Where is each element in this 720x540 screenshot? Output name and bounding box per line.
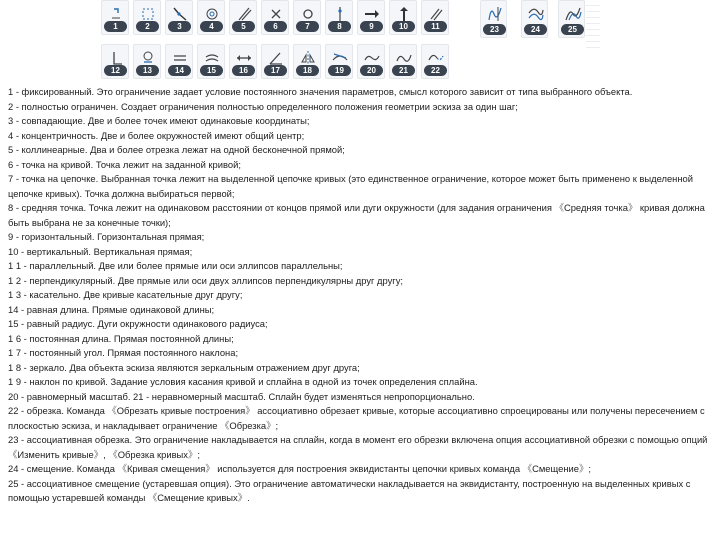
description-line: 23 - ассоциативная обрезка. Это ограничение накладывается на сплайн, когда в момент его обрезки включена опция ассоциативной обрезки с помощью опций 《Изменить кривые》, 《Обрезка кривых》;	[8, 434, 708, 460]
constraint-button-22[interactable]: 22	[421, 44, 449, 79]
constraint-button-9[interactable]: 9	[357, 0, 385, 35]
constraint-button-16[interactable]: 16	[229, 44, 257, 79]
constraint-button-24[interactable]: 24	[521, 0, 548, 38]
offset-icon	[526, 4, 546, 24]
constraint-button-19[interactable]: 19	[325, 44, 353, 79]
description-line: 1 - фиксированный. Это ограничение задает условие постоянного значения параметров, смысл которого зависит от типа выбранного объекта.	[8, 86, 633, 97]
description-line: 4 - концентричность. Две и более окружностей имеют общий центр;	[8, 129, 305, 141]
constraint-button-13[interactable]: 13	[133, 44, 161, 79]
constraint-button-7[interactable]: 7	[293, 0, 321, 35]
constraint-button-6[interactable]: 6	[261, 0, 289, 35]
description-line: 1 9 - наклон по кривой. Задание условия касания кривой и сплайна в одной из точек определения сплайна.	[8, 376, 478, 387]
description-line: 3 - совпадающие. Две и более точек имеют одинаковые координаты;	[8, 115, 310, 126]
constraint-button-2[interactable]: 2	[133, 0, 161, 35]
description-line: 6 - точка на кривой. Точка лежит на заданной кривой;	[8, 158, 241, 170]
constraint-button-11[interactable]: 11	[421, 0, 449, 35]
description-line: 22 - обрезка. Команда 《Обрезать кривые построения》 ассоциативно обрезает кривые, которые ассоциативно спроецированы или получены пересечением с плоскостью эскиза, и накладывает ограничение 《Обрезка》;	[8, 405, 705, 431]
description-line: 5 - коллинеарные. Два и более отрезка лежат на одной бесконечной прямой;	[8, 144, 345, 155]
constraint-button-4[interactable]: 4	[197, 0, 225, 35]
constraint-button-3[interactable]: 3	[165, 0, 193, 35]
description-line: 1 6 - постоянная длина. Прямая постоянной длины;	[8, 332, 234, 344]
toolbar-row-2	[101, 44, 449, 82]
constraint-button-14[interactable]: 14	[165, 44, 193, 79]
description-line: 9 - горизонтальный. Горизонтальная прямая;	[8, 231, 205, 242]
description-line: 1 7 - постоянный угол. Прямая постоянного наклона;	[8, 347, 239, 358]
description-line: 15 - равный радиус. Дуги окружности одинакового радиуса;	[8, 318, 268, 329]
constraints-toolbar	[101, 0, 449, 80]
constraint-button-12[interactable]: 12	[101, 44, 129, 79]
constraint-button-25[interactable]: 25	[558, 0, 585, 38]
legacy-offset-icon	[563, 4, 583, 24]
constraint-button-21[interactable]: 21	[389, 44, 417, 79]
constraint-button-1[interactable]: 1	[101, 0, 129, 35]
description-line: 2 - полностью ограничен. Создает ограничения полностью определенного положения геометрии эскиза за один шаг;	[8, 100, 518, 112]
constraint-button-18[interactable]: 18	[293, 44, 321, 79]
description-line: 20 - равномерный масштаб. 21 - неравномерный масштаб. Сплайн будет изменяться непропорционально.	[8, 390, 475, 402]
description-line: 24 - смещение. Команда 《Кривая смещения》 используется для построения эквидистанты цепочки кривых команда 《Смещение》;	[8, 463, 591, 474]
description-line: 1 1 - параллельный. Две или более прямые или оси эллипсов параллельны;	[8, 260, 343, 271]
description-line: 14 - равная длина. Прямые одинаковой длины;	[8, 303, 215, 315]
grid-background	[586, 0, 600, 48]
description-line: 1 3 - касательно. Две кривые касательные друг другу;	[8, 289, 243, 300]
description-line: 10 - вертикальный. Вертикальная прямая;	[8, 245, 193, 257]
constraint-button-8[interactable]: 8	[325, 0, 353, 35]
toolbar-row-1	[101, 0, 449, 38]
constraint-button-23[interactable]: 23	[480, 0, 507, 38]
constraint-button-17[interactable]: 17	[261, 44, 289, 79]
constraint-button-5[interactable]: 5	[229, 0, 257, 35]
description-line: 1 2 - перпендикулярный. Две прямые или оси двух эллипсов перпендикулярны друг другу;	[8, 274, 404, 286]
description-line: 25 - ассоциативное смещение (устаревшая опция). Это ограничение автоматически накладывается на эквидистанту, построенную на выделенных кривых с помощью устаревшей команды 《Смещение кривых》.	[8, 477, 691, 503]
description-line: 7 - точка на цепочке. Выбранная точка лежит на выделенной цепочке кривых (это единственное ограничение, которое может быть применено к выделенной цепочке кривых). Точка должна выбираться первой;	[8, 173, 693, 199]
description-line: 8 - средняя точка. Точка лежит на одинаковом расстоянии от концов прямой или дуги окружности (для задания ограничения 《Средняя точка》 кривая должна быть выбрана не за конечные точки);	[8, 202, 705, 228]
description-line: 1 8 - зеркало. Два объекта эскиза являются зеркальным отражением друг друга;	[8, 361, 360, 373]
constraint-button-20[interactable]: 20	[357, 44, 385, 79]
constraints-description	[8, 85, 712, 506]
constraint-button-15[interactable]: 15	[197, 44, 225, 79]
associative-trim-icon	[485, 4, 505, 24]
constraint-button-10[interactable]: 10	[389, 0, 417, 35]
constraints-toolbar-extra	[480, 0, 590, 50]
